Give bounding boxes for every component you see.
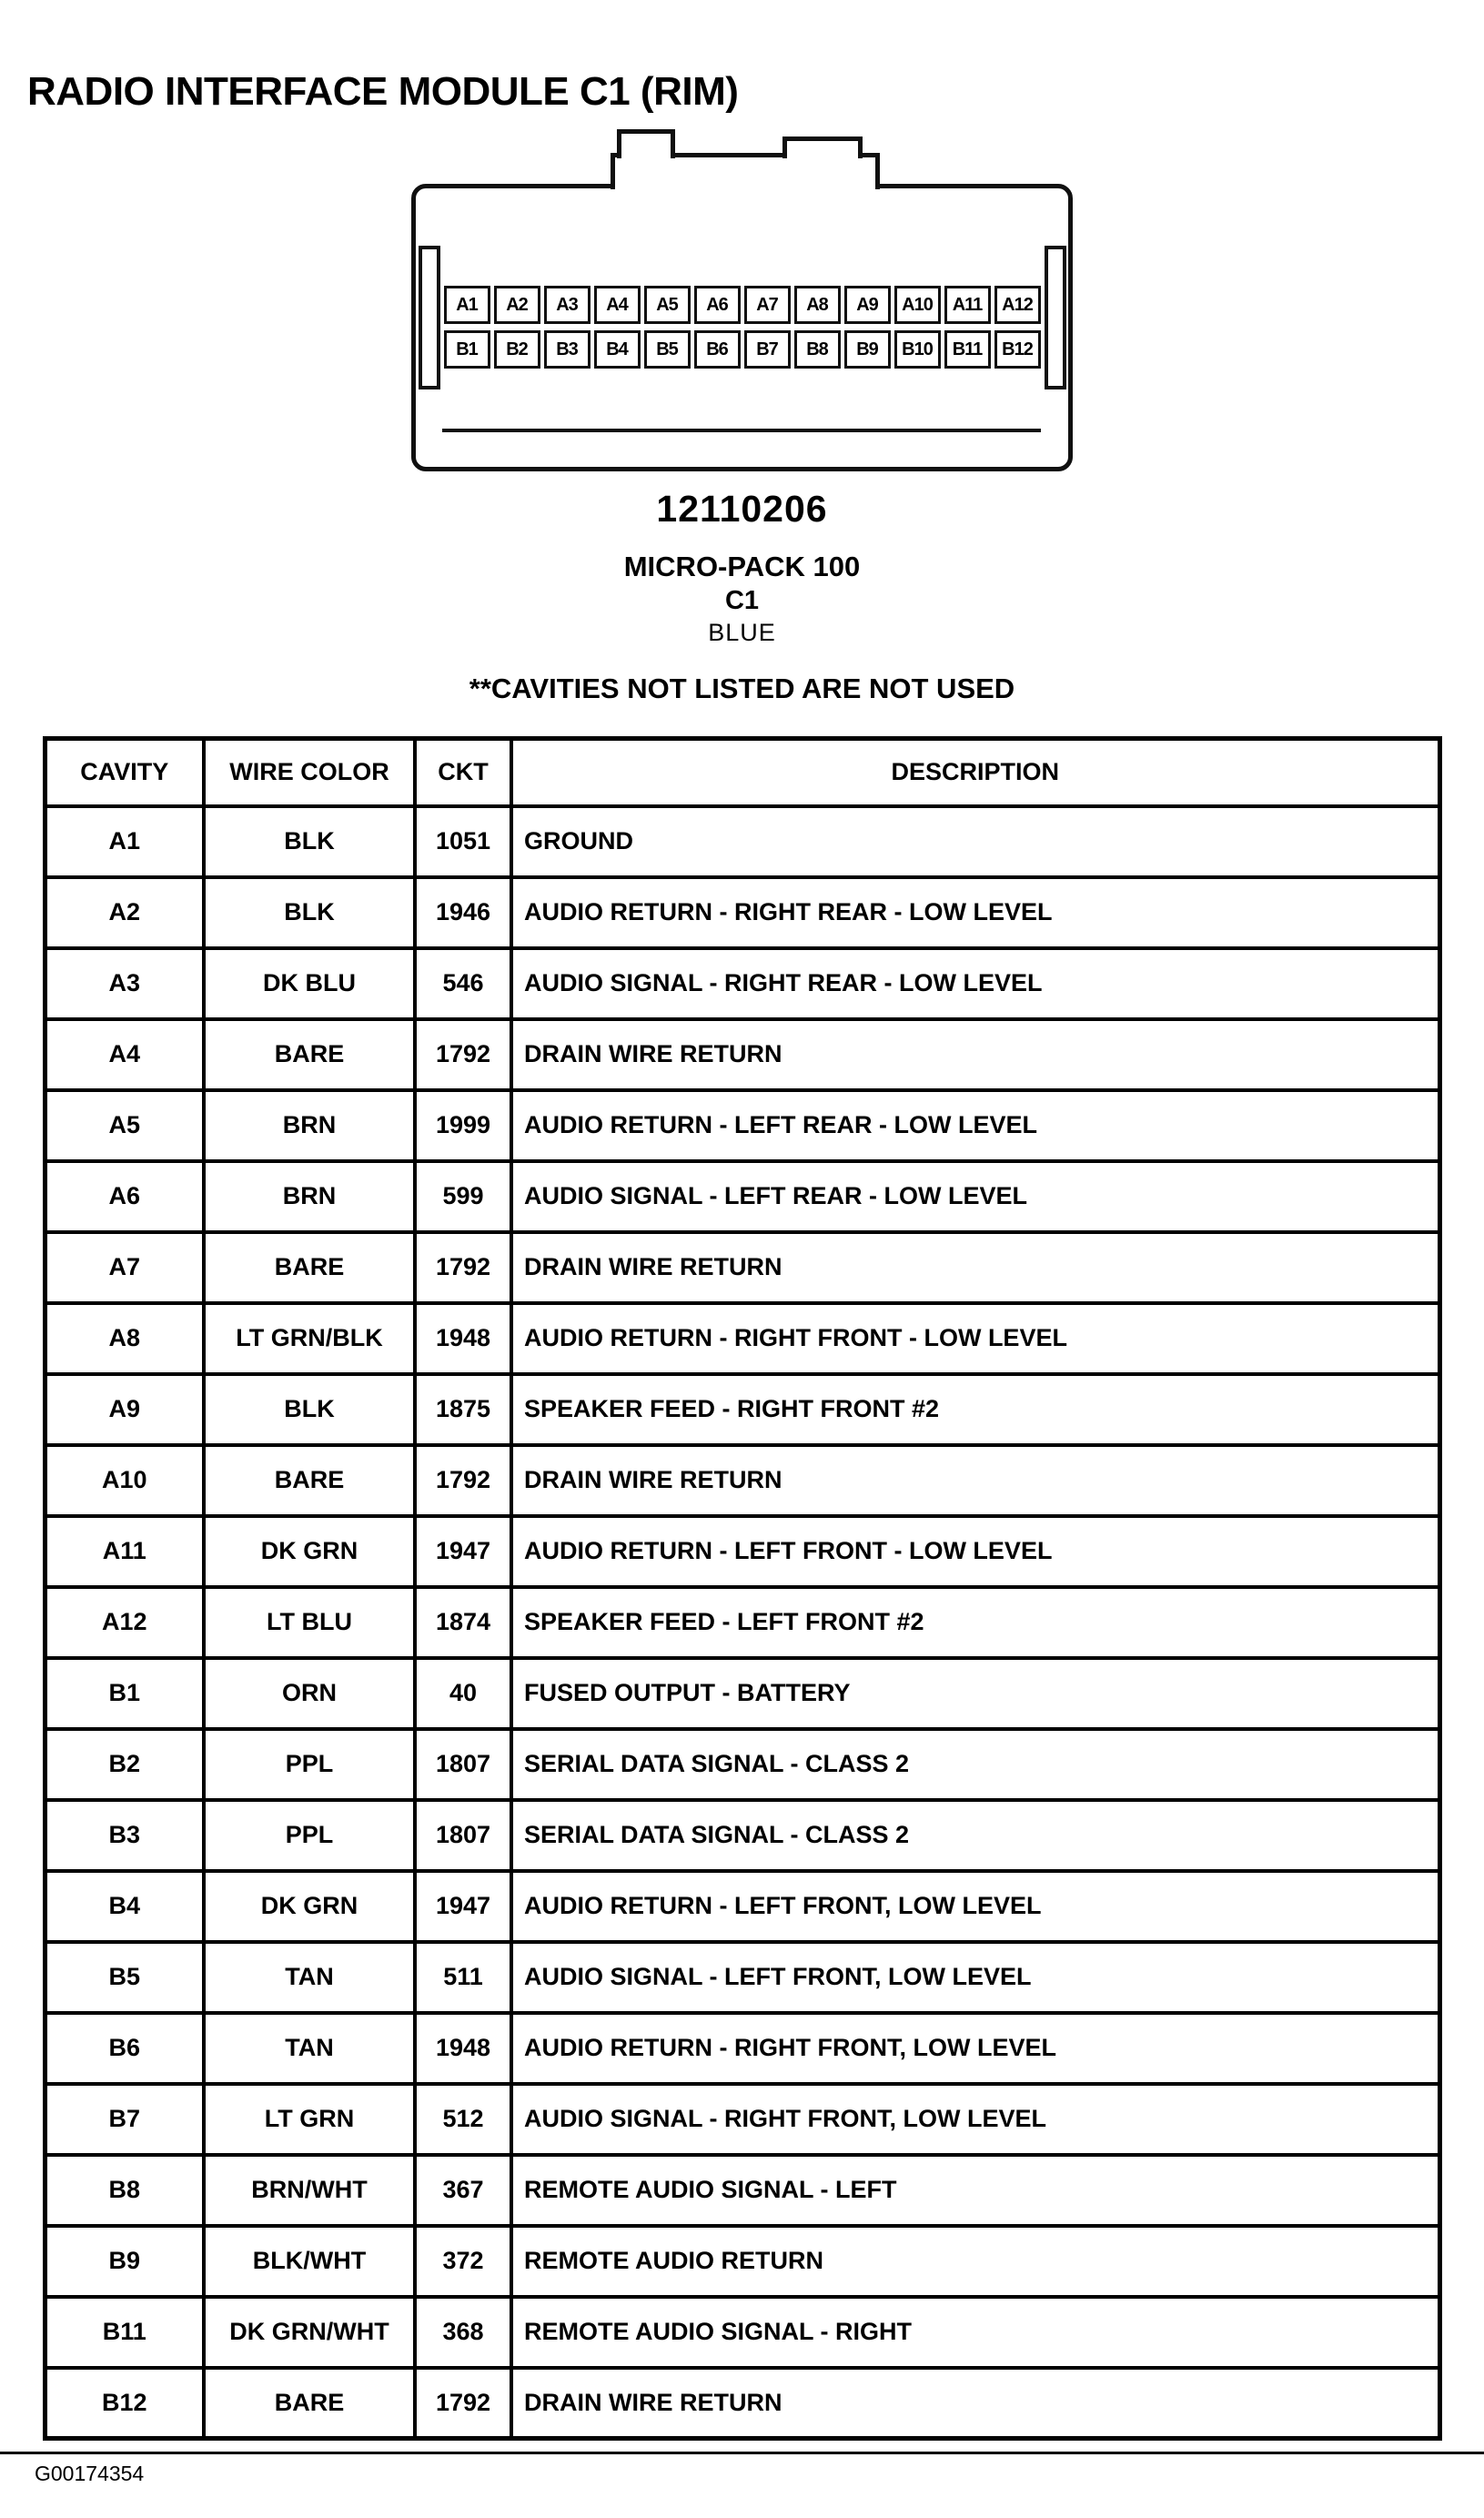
ckt-cell: 1948: [415, 1303, 511, 1374]
pin-b4: B4: [594, 330, 641, 369]
connector-slot-left: [419, 246, 440, 389]
ckt-cell: 367: [415, 2155, 511, 2226]
wire-color-cell: TAN: [204, 1942, 415, 2013]
wire-color-cell: BLK: [204, 1374, 415, 1445]
description-cell: REMOTE AUDIO SIGNAL - LEFT: [511, 2155, 1439, 2226]
description-cell: DRAIN WIRE RETURN: [511, 1232, 1439, 1303]
cavity-cell: A3: [45, 948, 204, 1019]
pin-b11: B11: [944, 330, 991, 369]
pin-b6: B6: [694, 330, 741, 369]
table-row: [45, 1942, 1439, 2013]
cavity-cell: A7: [45, 1232, 204, 1303]
cavity-cell: B4: [45, 1871, 204, 1942]
pin-a2: A2: [494, 286, 540, 324]
ckt-cell: 1874: [415, 1587, 511, 1658]
ckt-cell: 368: [415, 2297, 511, 2368]
cavity-cell: A10: [45, 1445, 204, 1516]
wire-color-cell: PPL: [204, 1800, 415, 1871]
ckt-cell: 1792: [415, 2368, 511, 2439]
column-header-cavity: CAVITY: [45, 739, 204, 806]
pin-a3: A3: [544, 286, 591, 324]
connector-slot-right: [1045, 246, 1066, 389]
table-row: [45, 1800, 1439, 1871]
ckt-cell: 1948: [415, 2013, 511, 2084]
ckt-cell: 599: [415, 1161, 511, 1232]
connector-key-tab-right: [782, 137, 863, 158]
description-cell: DRAIN WIRE RETURN: [511, 2368, 1439, 2439]
wire-color-cell: BARE: [204, 1445, 415, 1516]
ckt-cell: 546: [415, 948, 511, 1019]
cavities-note: **CAVITIES NOT LISTED ARE NOT USED: [469, 672, 1015, 705]
description-cell: SPEAKER FEED - RIGHT FRONT #2: [511, 1374, 1439, 1445]
cavity-cell: B9: [45, 2226, 204, 2297]
wire-color-cell: BRN: [204, 1090, 415, 1161]
wire-color-cell: LT GRN/BLK: [204, 1303, 415, 1374]
wire-color-cell: PPL: [204, 1729, 415, 1800]
cavity-cell: A4: [45, 1019, 204, 1090]
pin-row-a: [444, 286, 1041, 324]
ckt-cell: 1875: [415, 1374, 511, 1445]
cavity-cell: B12: [45, 2368, 204, 2439]
table-row: [45, 1090, 1439, 1161]
description-cell: DRAIN WIRE RETURN: [511, 1019, 1439, 1090]
ckt-cell: 1807: [415, 1729, 511, 1800]
wire-color-cell: BLK/WHT: [204, 2226, 415, 2297]
table-row: [45, 2226, 1439, 2297]
wire-color-cell: BARE: [204, 1019, 415, 1090]
ckt-cell: 372: [415, 2226, 511, 2297]
pin-b7: B7: [744, 330, 791, 369]
cavity-cell: B11: [45, 2297, 204, 2368]
table-row: [45, 877, 1439, 948]
wire-color-cell: BRN: [204, 1161, 415, 1232]
ckt-cell: 1999: [415, 1090, 511, 1161]
column-header-description: DESCRIPTION: [511, 739, 1439, 806]
pinout-table-body: [45, 806, 1439, 2439]
ckt-cell: 1947: [415, 1871, 511, 1942]
connector-color: BLUE: [708, 619, 776, 647]
description-cell: AUDIO RETURN - RIGHT FRONT - LOW LEVEL: [511, 1303, 1439, 1374]
table-row: [45, 1729, 1439, 1800]
description-cell: REMOTE AUDIO RETURN: [511, 2226, 1439, 2297]
description-cell: AUDIO SIGNAL - LEFT REAR - LOW LEVEL: [511, 1161, 1439, 1232]
table-row: [45, 1232, 1439, 1303]
column-header-ckt: CKT: [415, 739, 511, 806]
description-cell: SERIAL DATA SIGNAL - CLASS 2: [511, 1729, 1439, 1800]
description-cell: AUDIO RETURN - LEFT REAR - LOW LEVEL: [511, 1090, 1439, 1161]
pin-a1: A1: [444, 286, 490, 324]
wire-color-cell: BARE: [204, 2368, 415, 2439]
pin-a12: A12: [994, 286, 1041, 324]
connector-caption: [0, 488, 1484, 705]
description-cell: REMOTE AUDIO SIGNAL - RIGHT: [511, 2297, 1439, 2368]
pin-b12: B12: [994, 330, 1041, 369]
ckt-cell: 512: [415, 2084, 511, 2155]
table-row: [45, 1161, 1439, 1232]
connector-key-tab-left: [617, 129, 675, 158]
cavity-cell: A2: [45, 877, 204, 948]
wire-color-cell: DK BLU: [204, 948, 415, 1019]
cavity-cell: B2: [45, 1729, 204, 1800]
table-row: [45, 2155, 1439, 2226]
table-row: [45, 1516, 1439, 1587]
description-cell: GROUND: [511, 806, 1439, 877]
cavity-cell: A6: [45, 1161, 204, 1232]
cavity-cell: A9: [45, 1374, 204, 1445]
pin-a4: A4: [594, 286, 641, 324]
wire-color-cell: BRN/WHT: [204, 2155, 415, 2226]
connector-inner-line: [442, 429, 1041, 432]
cavity-cell: A5: [45, 1090, 204, 1161]
table-row: [45, 1445, 1439, 1516]
wire-color-cell: LT BLU: [204, 1587, 415, 1658]
table-row: [45, 1019, 1439, 1090]
table-row: [45, 1658, 1439, 1729]
connector-key-plate: [611, 153, 880, 189]
table-row: [45, 2297, 1439, 2368]
column-header-wire-color: WIRE COLOR: [204, 739, 415, 806]
wire-color-cell: BLK: [204, 806, 415, 877]
table-row: [45, 1303, 1439, 1374]
pin-b2: B2: [494, 330, 540, 369]
description-cell: FUSED OUTPUT - BATTERY: [511, 1658, 1439, 1729]
description-cell: AUDIO RETURN - LEFT FRONT - LOW LEVEL: [511, 1516, 1439, 1587]
cavity-cell: B1: [45, 1658, 204, 1729]
header-row: [45, 739, 1439, 806]
figure-id: G00174354: [35, 2462, 145, 2486]
connector-type: MICRO-PACK 100: [623, 551, 861, 583]
ckt-cell: 1792: [415, 1445, 511, 1516]
cavity-cell: A12: [45, 1587, 204, 1658]
cavity-cell: B5: [45, 1942, 204, 2013]
ckt-cell: 1946: [415, 877, 511, 948]
cavity-cell: B6: [45, 2013, 204, 2084]
description-cell: DRAIN WIRE RETURN: [511, 1445, 1439, 1516]
table-row: [45, 1871, 1439, 1942]
wire-color-cell: BLK: [204, 877, 415, 948]
pinout-table: [43, 736, 1442, 2441]
pin-b8: B8: [794, 330, 841, 369]
pin-a9: A9: [844, 286, 891, 324]
table-row: [45, 2013, 1439, 2084]
ckt-cell: 1792: [415, 1232, 511, 1303]
table-row: [45, 1374, 1439, 1445]
pin-a10: A10: [894, 286, 941, 324]
wire-color-cell: TAN: [204, 2013, 415, 2084]
wire-color-cell: LT GRN: [204, 2084, 415, 2155]
description-cell: SPEAKER FEED - LEFT FRONT #2: [511, 1587, 1439, 1658]
pin-b1: B1: [444, 330, 490, 369]
pinout-table-header: [45, 739, 1439, 806]
cavity-cell: A1: [45, 806, 204, 877]
wire-color-cell: BARE: [204, 1232, 415, 1303]
description-cell: AUDIO RETURN - RIGHT REAR - LOW LEVEL: [511, 877, 1439, 948]
wire-color-cell: DK GRN/WHT: [204, 2297, 415, 2368]
footer-rule: [0, 2452, 1484, 2454]
ckt-cell: 1051: [415, 806, 511, 877]
description-cell: AUDIO RETURN - LEFT FRONT, LOW LEVEL: [511, 1871, 1439, 1942]
ckt-cell: 1807: [415, 1800, 511, 1871]
description-cell: SERIAL DATA SIGNAL - CLASS 2: [511, 1800, 1439, 1871]
pin-a7: A7: [744, 286, 791, 324]
pin-row-b: [444, 330, 1041, 369]
cavity-cell: B8: [45, 2155, 204, 2226]
table-row: [45, 1587, 1439, 1658]
page-title: RADIO INTERFACE MODULE C1 (RIM): [27, 69, 739, 114]
pin-a8: A8: [794, 286, 841, 324]
description-cell: AUDIO SIGNAL - LEFT FRONT, LOW LEVEL: [511, 1942, 1439, 2013]
wire-color-cell: DK GRN: [204, 1516, 415, 1587]
table-row: [45, 806, 1439, 877]
pin-b5: B5: [644, 330, 691, 369]
cavity-cell: B3: [45, 1800, 204, 1871]
pin-b3: B3: [544, 330, 591, 369]
pin-b10: B10: [894, 330, 941, 369]
ckt-cell: 1792: [415, 1019, 511, 1090]
pin-a5: A5: [644, 286, 691, 324]
pin-a11: A11: [944, 286, 991, 324]
wire-color-cell: ORN: [204, 1658, 415, 1729]
part-number: 12110206: [656, 488, 828, 531]
table-row: [45, 2084, 1439, 2155]
description-cell: AUDIO SIGNAL - RIGHT FRONT, LOW LEVEL: [511, 2084, 1439, 2155]
description-cell: AUDIO SIGNAL - RIGHT REAR - LOW LEVEL: [511, 948, 1439, 1019]
wire-color-cell: DK GRN: [204, 1871, 415, 1942]
ckt-cell: 1947: [415, 1516, 511, 1587]
ckt-cell: 40: [415, 1658, 511, 1729]
pin-b9: B9: [844, 330, 891, 369]
ckt-cell: 511: [415, 1942, 511, 2013]
table-row: [45, 2368, 1439, 2439]
connector-id: C1: [724, 586, 760, 616]
pin-a6: A6: [694, 286, 741, 324]
table-row: [45, 948, 1439, 1019]
cavity-cell: A11: [45, 1516, 204, 1587]
connector-diagram: [406, 127, 1079, 475]
cavity-cell: A8: [45, 1303, 204, 1374]
cavity-cell: B7: [45, 2084, 204, 2155]
description-cell: AUDIO RETURN - RIGHT FRONT, LOW LEVEL: [511, 2013, 1439, 2084]
